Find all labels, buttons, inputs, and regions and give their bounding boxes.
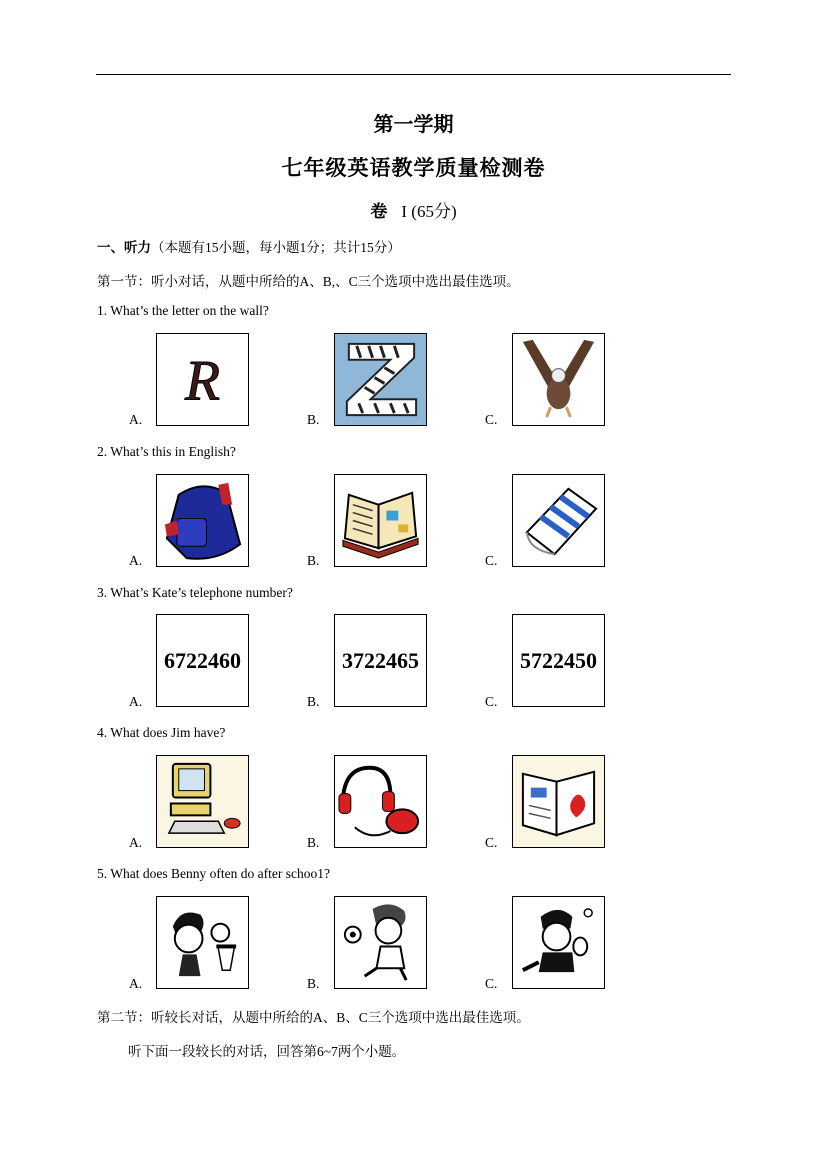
q5-option-a-label: A. <box>129 976 143 991</box>
question-4-text: 4. What does Jim have? <box>97 725 226 740</box>
q4-option-c-image[interactable] <box>512 755 605 848</box>
q2-option-b-label: B. <box>307 553 320 568</box>
q4-option-c-label: C. <box>485 835 498 850</box>
q3-option-a-label: A. <box>129 694 143 709</box>
part1-instruction: 第一节：听小对话，从题中所给的A、B,、C三个选项中选出最佳选项。 <box>97 274 520 289</box>
q1-option-c-image[interactable] <box>512 333 605 426</box>
ping-pong-kid-icon <box>513 897 604 988</box>
q1-option-b-label: B. <box>307 412 320 427</box>
computer-icon <box>157 756 248 847</box>
paper-part-label: 卷 <box>370 202 388 221</box>
q3-option-a-number[interactable]: 6722460 <box>156 614 249 707</box>
q2-option-a-image[interactable] <box>156 474 249 567</box>
exam-title: 七年级英语教学质量检测卷 <box>281 156 546 180</box>
q5-option-a-image[interactable] <box>156 896 249 989</box>
q5-option-c-label: C. <box>485 976 498 991</box>
q2-option-c-image[interactable] <box>512 474 605 567</box>
section1-note: （本题有15小题，每小题1分；共计15分） <box>151 240 401 255</box>
q1-option-a-label: A. <box>129 412 143 427</box>
section1-heading <box>97 236 401 256</box>
eagle-v-icon <box>513 334 604 425</box>
headphones-mouse-icon <box>335 756 426 847</box>
q5-option-b-label: B. <box>307 976 320 991</box>
q1-option-a-image[interactable] <box>156 333 249 426</box>
paper-part-score: I (65分) <box>401 202 457 221</box>
svg-text:R: R <box>184 349 221 413</box>
open-magazine-icon <box>513 756 604 847</box>
q1-option-b-image[interactable] <box>334 333 427 426</box>
letter-r-icon <box>157 334 248 425</box>
part2-instruction: 第二节：听较长对话，从题中所给的A、B、C三个选项中选出最佳选项。 <box>97 1010 530 1025</box>
open-book-icon <box>335 475 426 566</box>
question-3-text: 3. What’s Kate’s telephone number? <box>97 585 293 600</box>
q3-option-c-number[interactable]: 5722450 <box>512 614 605 707</box>
q1-option-c-label: C. <box>485 412 498 427</box>
basketball-kid-icon <box>157 897 248 988</box>
zebra-z-icon <box>335 334 426 425</box>
question-2-text: 2. What’s this in English? <box>97 444 236 459</box>
top-rule <box>96 74 731 75</box>
eraser-icon <box>513 475 604 566</box>
question-5-text: 5. What does Benny often do after schoo1? <box>97 866 330 881</box>
section1-title: 一、听力 <box>97 240 151 255</box>
q3-option-b-number[interactable]: 3722465 <box>334 614 427 707</box>
q5-option-b-image[interactable] <box>334 896 427 989</box>
paper-part-title <box>0 197 827 222</box>
q3-option-c-label: C. <box>485 694 498 709</box>
q4-option-b-image[interactable] <box>334 755 427 848</box>
q2-option-c-label: C. <box>485 553 498 568</box>
q2-option-b-image[interactable] <box>334 474 427 567</box>
q3-option-b-label: B. <box>307 694 320 709</box>
backpack-icon <box>157 475 248 566</box>
semester-title: 第一学期 <box>373 114 454 136</box>
q5-option-c-image[interactable] <box>512 896 605 989</box>
q4-option-a-image[interactable] <box>156 755 249 848</box>
q4-option-a-label: A. <box>129 835 143 850</box>
q4-option-b-label: B. <box>307 835 320 850</box>
q2-option-a-label: A. <box>129 553 143 568</box>
part2-sub-instruction: 听下面一段较长的对话，回答第6~7两个小题。 <box>128 1044 406 1059</box>
question-1-text: 1. What’s the letter on the wall? <box>97 303 269 318</box>
soccer-kid-icon <box>335 897 426 988</box>
